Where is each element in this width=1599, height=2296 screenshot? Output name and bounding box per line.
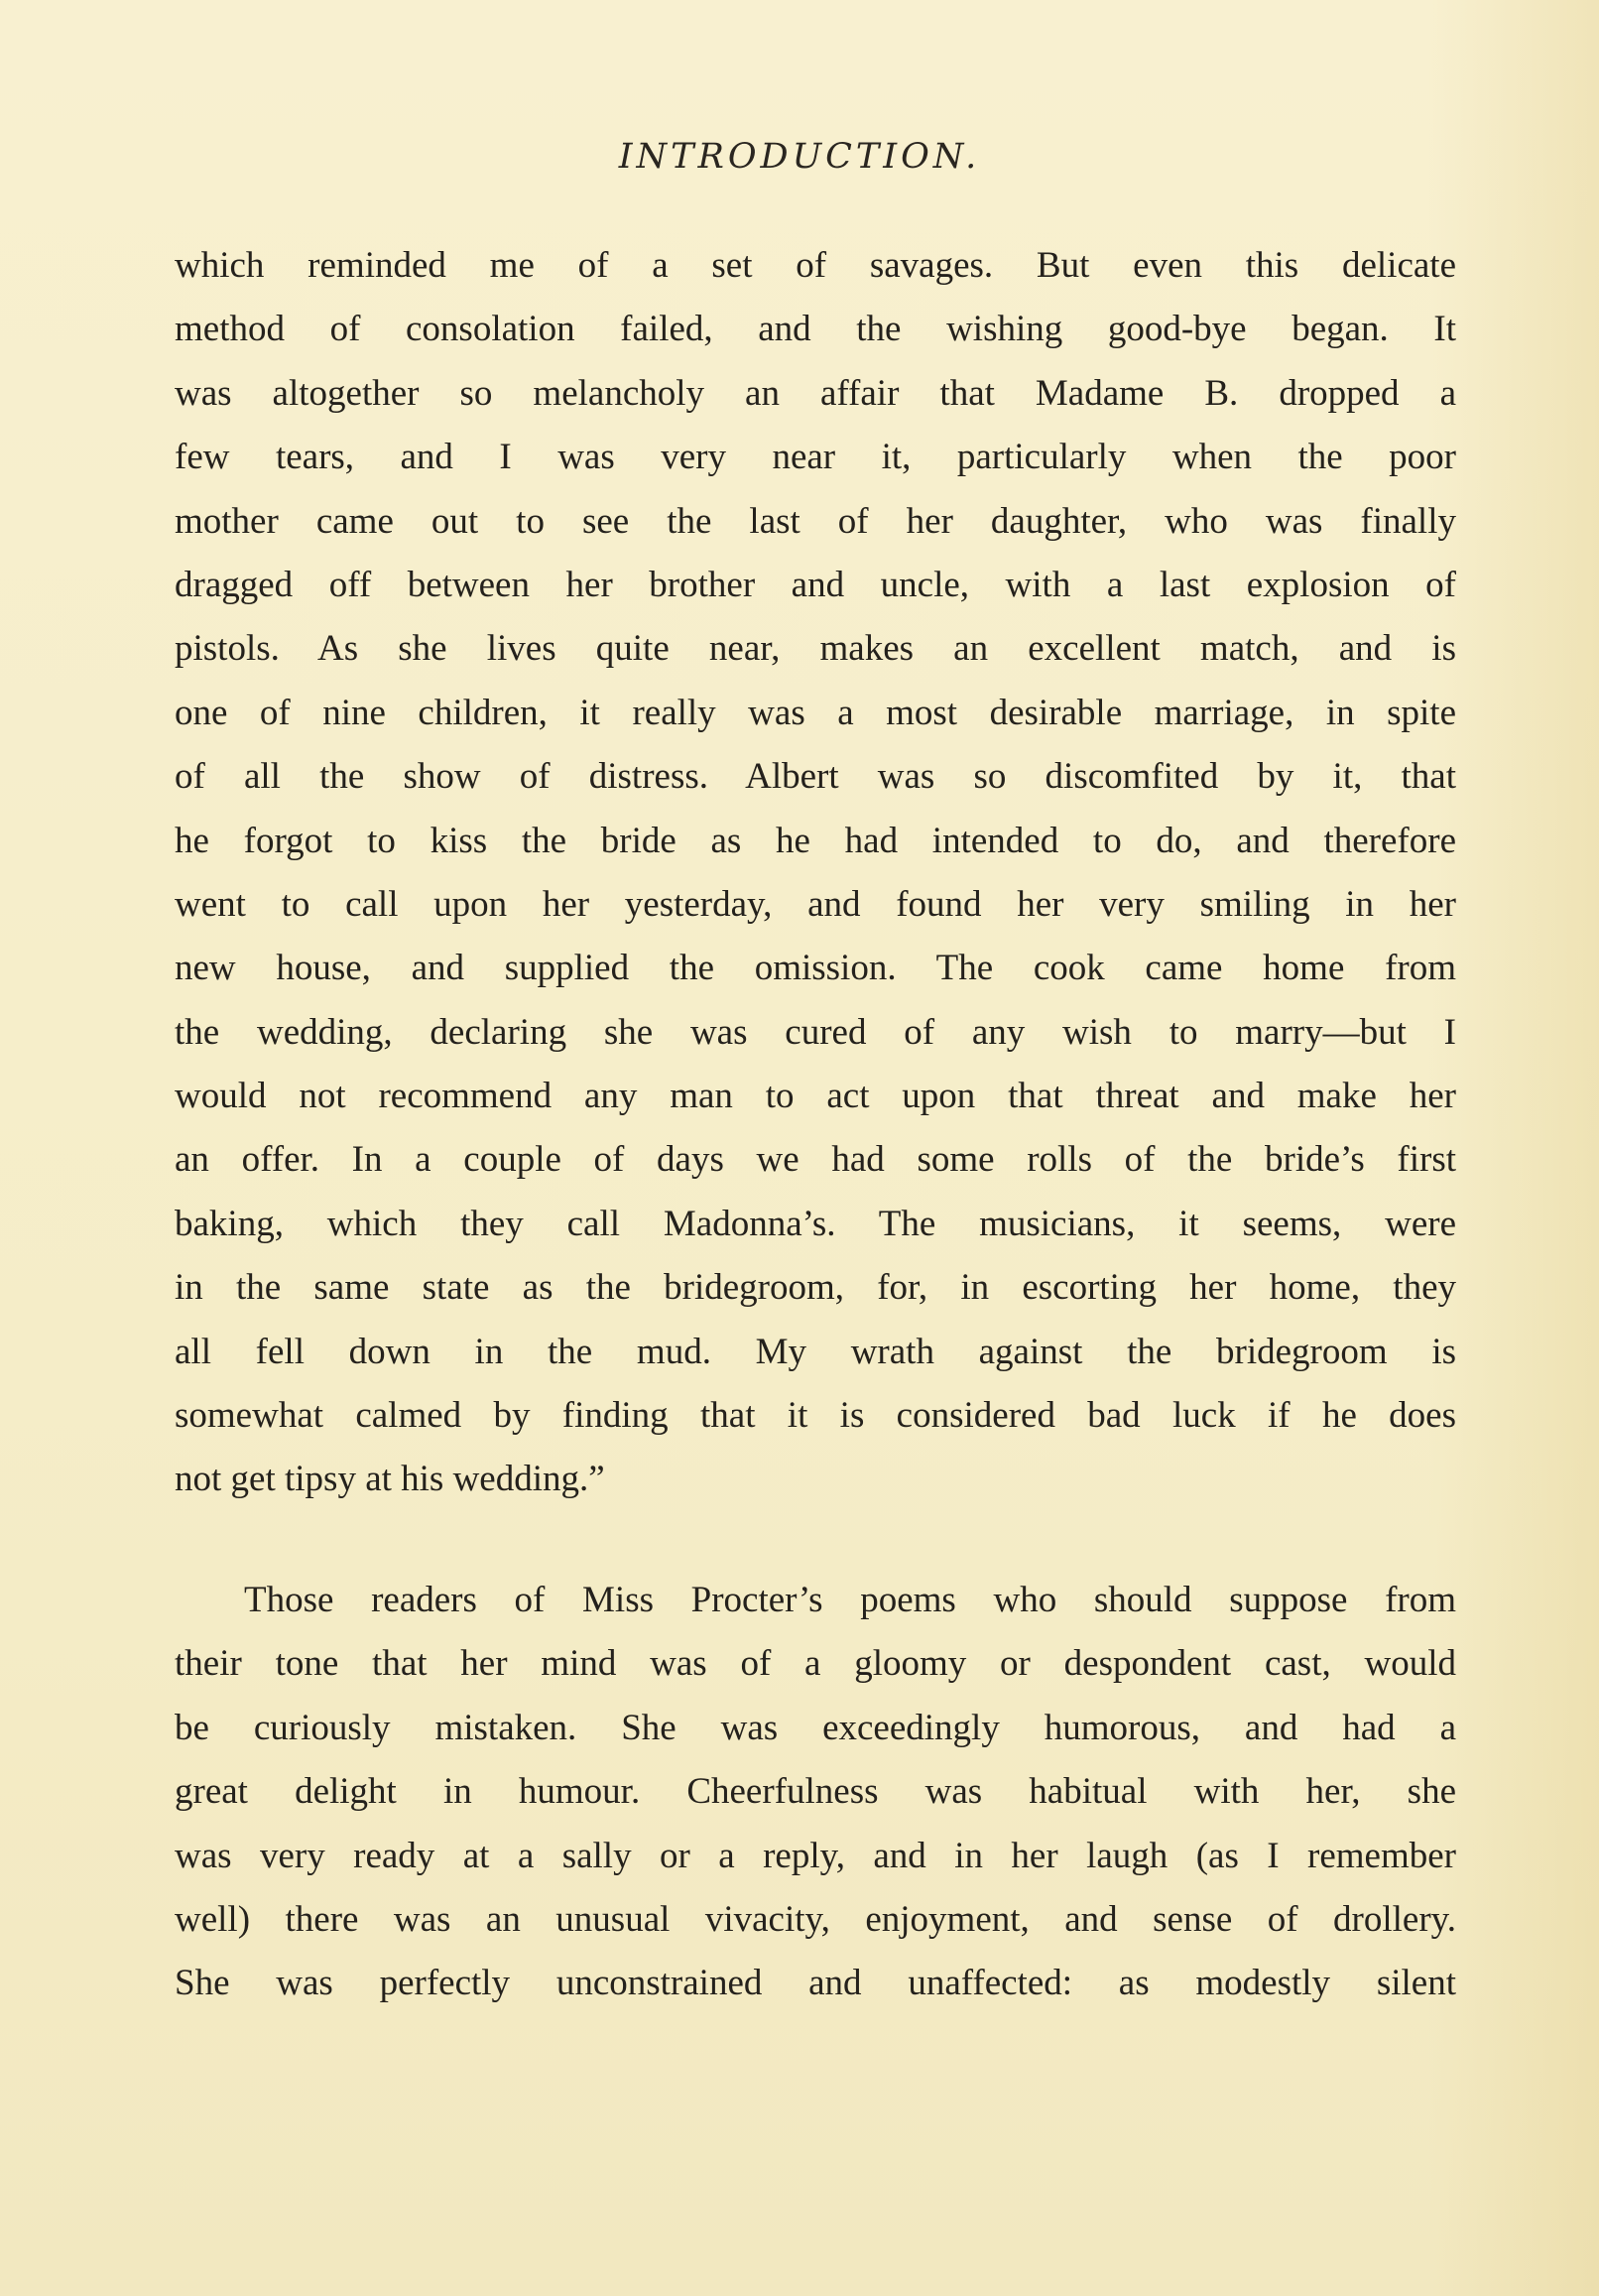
text-line: dragged off between her brother and uncle, with a last explosion of: [175, 564, 1456, 605]
text-line: was very ready at a sally or a reply, and in her laugh (as I remember: [175, 1835, 1456, 1876]
text-line: method of consolation failed, and the wishing good-bye began. It: [175, 309, 1456, 350]
text-line: few tears, and I was very near it, particularly when the poor: [175, 437, 1456, 478]
text-line: mother came out to see the last of her daughter, who was finally: [175, 500, 1456, 542]
text-line: one of nine children, it really was a most desirable marriage, in spite: [175, 692, 1456, 733]
text-line: went to call upon her yesterday, and found her very smiling in her: [175, 883, 1456, 925]
text-line: well) there was an unusual vivacity, enjoyment, and sense of drollery.: [175, 1898, 1456, 1940]
text-line: would not recommend any man to act upon that threat and make her: [175, 1076, 1456, 1117]
text-line: in the same state as the bridegroom, for, in escorting her home, they: [175, 1267, 1456, 1309]
text-line: She was perfectly unconstrained and unaffected: as modestly silent: [175, 1963, 1456, 2004]
text-line: new house, and supplied the omission. The cook came home from: [175, 948, 1456, 989]
text-line: Those readers of Miss Procter’s poems who should suppose from: [244, 1580, 1456, 1620]
text-line: be curiously mistaken. She was exceedingly humorous, and had a: [175, 1707, 1456, 1748]
text-line: baking, which they call Madonna’s. The musicians, it seems, were: [175, 1203, 1456, 1244]
text-line: somewhat calmed by finding that it is considered bad luck if he does: [175, 1395, 1456, 1437]
text-line: which reminded me of a set of savages. But even this delicate: [175, 245, 1456, 286]
running-title: INTRODUCTION.: [618, 137, 981, 177]
text-line: all fell down in the mud. My wrath against the bridegroom is: [175, 1331, 1456, 1372]
text-line: the wedding, declaring she was cured of any wish to marry—but I: [175, 1011, 1456, 1053]
text-line: of all the show of distress. Albert was so discomfited by it, that: [175, 756, 1456, 798]
text-line: he forgot to kiss the bride as he had intended to do, and therefore: [175, 820, 1456, 861]
text-line: great delight in humour. Cheerfulness was habitual with her, she: [175, 1771, 1456, 1813]
text-line: pistols. As she lives quite near, makes an excellent match, and is: [175, 628, 1456, 670]
paragraph-letter-excerpt: [175, 234, 1456, 1512]
text-line: their tone that her mind was of a gloomy or despondent cast, would: [175, 1643, 1456, 1685]
text-line: an offer. In a couple of days we had some rolls of the bride’s first: [175, 1139, 1456, 1181]
paragraph-procter-humour: [175, 1569, 1456, 2016]
text-line: not get tipsy at his wedding.”: [175, 1459, 605, 1500]
text-line: was altogether so melancholy an affair that Madame B. dropped a: [175, 372, 1456, 414]
